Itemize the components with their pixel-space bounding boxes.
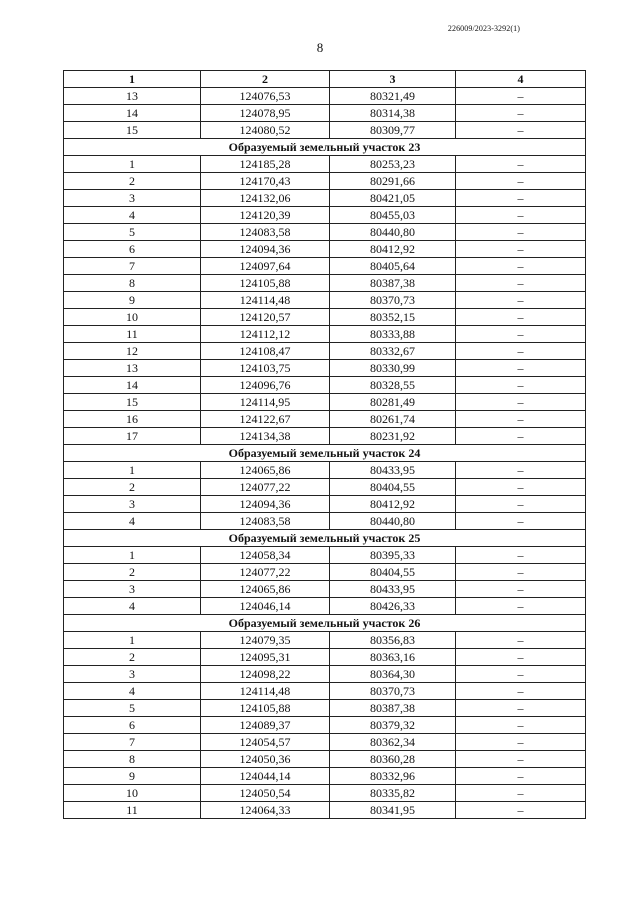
table-row [64, 258, 586, 275]
table-row [64, 156, 586, 173]
table-row [64, 768, 586, 785]
table-cell: 2 [64, 564, 201, 581]
table-cell: 7 [64, 258, 201, 275]
table-cell: 80328,55 [330, 377, 456, 394]
table-row [64, 479, 586, 496]
table-cell: – [456, 666, 586, 683]
table-cell: 15 [64, 394, 201, 411]
table-cell: 124094,36 [201, 241, 330, 258]
table-cell: 80314,38 [330, 105, 456, 122]
section-title-row [64, 615, 586, 632]
header-cell: 1 [64, 71, 201, 88]
table-cell: 3 [64, 581, 201, 598]
table-cell: 1 [64, 462, 201, 479]
table-cell: 80332,96 [330, 768, 456, 785]
table-row [64, 411, 586, 428]
table-cell: – [456, 632, 586, 649]
table-cell: 8 [64, 751, 201, 768]
table-cell: – [456, 173, 586, 190]
table-row [64, 394, 586, 411]
table-cell: 124065,86 [201, 462, 330, 479]
table-cell: 124105,88 [201, 700, 330, 717]
table-cell: 2 [64, 649, 201, 666]
table-cell: – [456, 649, 586, 666]
table-row [64, 717, 586, 734]
table-cell: 80395,33 [330, 547, 456, 564]
table-cell: – [456, 598, 586, 615]
table-cell: 80404,55 [330, 564, 456, 581]
table-row [64, 666, 586, 683]
table-cell: 80335,82 [330, 785, 456, 802]
table-row [64, 173, 586, 190]
table-row [64, 343, 586, 360]
section-title: Образуемый земельный участок 24 [64, 445, 586, 462]
table-row [64, 751, 586, 768]
table-cell: 7 [64, 734, 201, 751]
table-cell: – [456, 428, 586, 445]
table-cell: 4 [64, 683, 201, 700]
table-cell: – [456, 258, 586, 275]
table-cell: 11 [64, 326, 201, 343]
table-cell: 13 [64, 360, 201, 377]
table-cell: 80426,33 [330, 598, 456, 615]
section-title-row [64, 139, 586, 156]
table-cell: 124083,58 [201, 224, 330, 241]
table-cell: 80332,67 [330, 343, 456, 360]
table-cell: 1 [64, 156, 201, 173]
table-cell: 80370,73 [330, 683, 456, 700]
table-cell: 124185,28 [201, 156, 330, 173]
table-cell: 80412,92 [330, 496, 456, 513]
table-cell: 124096,76 [201, 377, 330, 394]
table-cell: – [456, 411, 586, 428]
table-cell: – [456, 479, 586, 496]
table-cell: – [456, 292, 586, 309]
table-cell: 13 [64, 88, 201, 105]
header-cell: 2 [201, 71, 330, 88]
table-cell: 80387,38 [330, 275, 456, 292]
table-cell: 80440,80 [330, 513, 456, 530]
table-cell: – [456, 190, 586, 207]
table-cell: 80433,95 [330, 581, 456, 598]
table-cell: – [456, 768, 586, 785]
table-cell: – [456, 683, 586, 700]
table-cell: 124114,48 [201, 292, 330, 309]
table-row [64, 122, 586, 139]
table-cell: 80364,30 [330, 666, 456, 683]
table-row [64, 292, 586, 309]
section-title: Образуемый земельный участок 25 [64, 530, 586, 547]
table-cell: 80309,77 [330, 122, 456, 139]
table-cell: 124050,36 [201, 751, 330, 768]
table-cell: 5 [64, 224, 201, 241]
table-cell: 124077,22 [201, 564, 330, 581]
table-cell: 80421,05 [330, 190, 456, 207]
table-row [64, 496, 586, 513]
table-cell: 2 [64, 173, 201, 190]
table-cell: – [456, 564, 586, 581]
table-row [64, 547, 586, 564]
section-title-row [64, 445, 586, 462]
table-cell: – [456, 462, 586, 479]
table-row [64, 309, 586, 326]
table-cell: – [456, 377, 586, 394]
table-row [64, 88, 586, 105]
table-row [64, 377, 586, 394]
table-cell: 124078,95 [201, 105, 330, 122]
table-row [64, 190, 586, 207]
table-cell: 80440,80 [330, 224, 456, 241]
table-cell: – [456, 326, 586, 343]
table-cell: 124050,54 [201, 785, 330, 802]
table-row [64, 207, 586, 224]
table-cell: – [456, 275, 586, 292]
table-cell: – [456, 309, 586, 326]
table-cell: 124095,31 [201, 649, 330, 666]
table-cell: – [456, 394, 586, 411]
header-cell: 4 [456, 71, 586, 88]
table-cell: – [456, 207, 586, 224]
table-cell: 124097,64 [201, 258, 330, 275]
table-cell: 80330,99 [330, 360, 456, 377]
table-cell: – [456, 734, 586, 751]
table-row [64, 513, 586, 530]
table-cell: 80455,03 [330, 207, 456, 224]
table-cell: 6 [64, 241, 201, 258]
table-cell: 80362,34 [330, 734, 456, 751]
table-cell: 12 [64, 343, 201, 360]
section-title: Образуемый земельный участок 26 [64, 615, 586, 632]
table-cell: 80333,88 [330, 326, 456, 343]
table-cell: – [456, 547, 586, 564]
table-cell: 1 [64, 547, 201, 564]
table-cell: 4 [64, 513, 201, 530]
table-cell: 124170,43 [201, 173, 330, 190]
table-row [64, 326, 586, 343]
table-cell: – [456, 513, 586, 530]
table-row [64, 802, 586, 819]
table-row [64, 428, 586, 445]
table-row [64, 241, 586, 258]
table-cell: 80360,28 [330, 751, 456, 768]
table-cell: – [456, 700, 586, 717]
table-cell: 8 [64, 275, 201, 292]
table-cell: 3 [64, 496, 201, 513]
table-cell: 80405,64 [330, 258, 456, 275]
table-cell: 124098,22 [201, 666, 330, 683]
table-cell: – [456, 343, 586, 360]
coordinates-table [63, 70, 586, 819]
table-cell: 124114,95 [201, 394, 330, 411]
table-cell: 9 [64, 768, 201, 785]
table-cell: 80281,49 [330, 394, 456, 411]
table-cell: – [456, 785, 586, 802]
table-cell: 6 [64, 717, 201, 734]
table-cell: – [456, 122, 586, 139]
table-row [64, 275, 586, 292]
table-cell: 80341,95 [330, 802, 456, 819]
table-cell: 80404,55 [330, 479, 456, 496]
table-cell: 124044,14 [201, 768, 330, 785]
table-cell: 11 [64, 802, 201, 819]
table-cell: – [456, 751, 586, 768]
table-cell: 124112,12 [201, 326, 330, 343]
table-cell: 80231,92 [330, 428, 456, 445]
table-row [64, 564, 586, 581]
section-title: Образуемый земельный участок 23 [64, 139, 586, 156]
table-cell: 3 [64, 666, 201, 683]
page-number: 8 [316, 40, 324, 55]
table-cell: 17 [64, 428, 201, 445]
table-cell: 124094,36 [201, 496, 330, 513]
table-cell: 10 [64, 309, 201, 326]
table-cell: 124064,33 [201, 802, 330, 819]
table-cell: 80370,73 [330, 292, 456, 309]
table-cell: 80253,23 [330, 156, 456, 173]
table-header-row [64, 71, 586, 88]
table-row [64, 632, 586, 649]
table-cell: 16 [64, 411, 201, 428]
table-cell: 80261,74 [330, 411, 456, 428]
table-row [64, 360, 586, 377]
table-cell: 4 [64, 207, 201, 224]
table-cell: – [456, 156, 586, 173]
table-cell: 124058,34 [201, 547, 330, 564]
table-cell: – [456, 224, 586, 241]
table-cell: 80321,49 [330, 88, 456, 105]
table-cell: – [456, 717, 586, 734]
table-row [64, 581, 586, 598]
table-cell: 124108,47 [201, 343, 330, 360]
table-cell: – [456, 88, 586, 105]
table-cell: 80352,15 [330, 309, 456, 326]
table-cell: 10 [64, 785, 201, 802]
table-cell: 80379,32 [330, 717, 456, 734]
table-row [64, 683, 586, 700]
table-cell: 9 [64, 292, 201, 309]
table-cell: 124054,57 [201, 734, 330, 751]
table-cell: 124080,52 [201, 122, 330, 139]
table-cell: 124122,67 [201, 411, 330, 428]
table-cell: 124089,37 [201, 717, 330, 734]
table-cell: 3 [64, 190, 201, 207]
table-cell: 14 [64, 105, 201, 122]
section-title-row [64, 530, 586, 547]
table-cell: – [456, 496, 586, 513]
table-cell: – [456, 105, 586, 122]
table-cell: 80433,95 [330, 462, 456, 479]
table-cell: 80356,83 [330, 632, 456, 649]
table-row [64, 700, 586, 717]
table-cell: – [456, 581, 586, 598]
table-row [64, 598, 586, 615]
table-cell: – [456, 360, 586, 377]
table-cell: 124120,39 [201, 207, 330, 224]
table-cell: 5 [64, 700, 201, 717]
table-cell: 80387,38 [330, 700, 456, 717]
table-cell: 124076,53 [201, 88, 330, 105]
table-row [64, 649, 586, 666]
table-cell: – [456, 802, 586, 819]
table-cell: 15 [64, 122, 201, 139]
table-cell: – [456, 241, 586, 258]
table-cell: 2 [64, 479, 201, 496]
table-row [64, 785, 586, 802]
table-cell: 14 [64, 377, 201, 394]
table-cell: 4 [64, 598, 201, 615]
table-row [64, 224, 586, 241]
table-cell: 124114,48 [201, 683, 330, 700]
table-cell: 124103,75 [201, 360, 330, 377]
table-cell: 80291,66 [330, 173, 456, 190]
table-cell: 1 [64, 632, 201, 649]
table-cell: 124105,88 [201, 275, 330, 292]
table-cell: 124077,22 [201, 479, 330, 496]
table-cell: 124132,06 [201, 190, 330, 207]
table-cell: 124134,38 [201, 428, 330, 445]
table-row [64, 462, 586, 479]
header-cell: 3 [330, 71, 456, 88]
table-cell: 124065,86 [201, 581, 330, 598]
document-number: 226009/2023-3292(1) [447, 24, 520, 33]
table-row [64, 105, 586, 122]
table-cell: 124120,57 [201, 309, 330, 326]
table-cell: 124046,14 [201, 598, 330, 615]
table-cell: 124079,35 [201, 632, 330, 649]
table-cell: 80363,16 [330, 649, 456, 666]
table-cell: 80412,92 [330, 241, 456, 258]
table-row [64, 734, 586, 751]
table-cell: 124083,58 [201, 513, 330, 530]
